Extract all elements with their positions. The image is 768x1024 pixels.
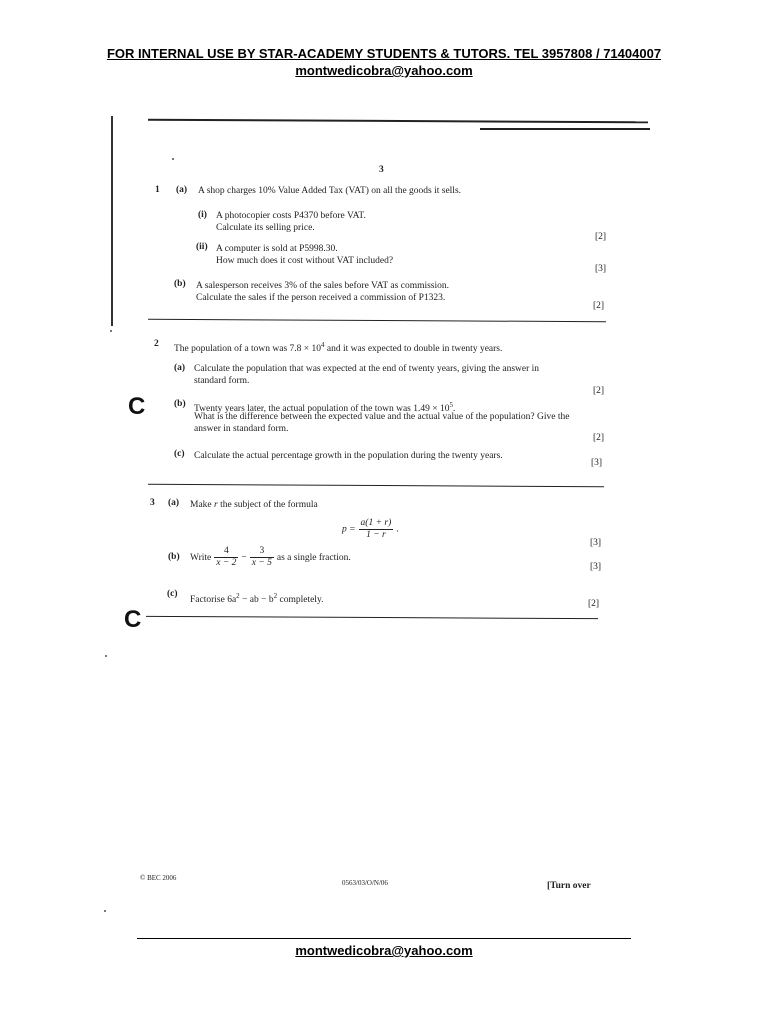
q2b-line3: answer in standard form. — [194, 424, 289, 434]
q2a-line2: standard form. — [194, 376, 250, 386]
q2-divider — [148, 484, 604, 487]
q3a-mark: [3] — [590, 538, 602, 548]
q1ai-line2: Calculate its selling price. — [216, 223, 315, 233]
q2a-mark: [2] — [593, 386, 605, 396]
q2c-text: Calculate the actual percentage growth in the population during the twenty years. — [194, 451, 503, 461]
q1a-label: (a) — [176, 185, 188, 195]
q2b-line1-exp: 5 — [449, 401, 453, 409]
page-number: 3 — [379, 165, 384, 175]
formula-end: . — [396, 524, 399, 535]
q2-intro-exp: 4 — [321, 341, 325, 349]
q2b-mark: [2] — [593, 433, 605, 443]
q1-divider — [148, 319, 606, 322]
q1ai-line1: A photocopier costs P4370 before VAT. — [216, 211, 366, 221]
footer-email: montwedicobra@yahoo.com — [295, 943, 473, 958]
q3c-text — [190, 590, 323, 606]
q3b-frac1-num: 4 — [214, 546, 238, 558]
q3a-text — [190, 499, 318, 511]
q2b-line1-pre: Twenty years later, the actual population of the town was 1.49 × 10 — [194, 404, 450, 415]
q1b-line1: A salesperson receives 3% of the sales before VAT as commission. — [196, 281, 450, 291]
q3c-mid: − ab − b — [239, 595, 274, 606]
q1aii-line2: How much does it cost without VAT included? — [216, 256, 394, 266]
q3c-label: (c) — [167, 589, 178, 599]
top-rule-thick — [480, 128, 650, 130]
scan-dot — [104, 910, 106, 912]
q1b-label: (b) — [174, 279, 186, 289]
scan-dot — [172, 158, 174, 160]
top-rule — [148, 119, 648, 124]
q2a-label: (a) — [174, 363, 186, 373]
bottom-rule — [137, 938, 631, 939]
q2c-label: (c) — [174, 449, 185, 459]
q1aii-line1: A computer is sold at P5998.30. — [216, 244, 338, 254]
margin-mark-c-lower: C — [124, 606, 142, 633]
q3a-post: the subject of the formula — [217, 500, 318, 510]
q1aii-mark: [3] — [595, 264, 607, 274]
q3-divider — [146, 616, 598, 619]
left-margin-line — [111, 116, 113, 326]
q2-intro-post: and it was expected to double in twenty years. — [324, 344, 503, 355]
q3b-minus: − — [241, 553, 247, 563]
q3b-frac1-den: x − 2 — [216, 558, 237, 569]
q3b-fraction-2 — [250, 546, 274, 569]
q3c-sup1: 2 — [236, 592, 240, 600]
q1b-line2: Calculate the sales if the person received a commission of P1323. — [196, 293, 446, 303]
q1b-mark: [2] — [593, 301, 605, 311]
footer-copyright: © BEC 2006 — [140, 874, 177, 882]
q3a-label: (a) — [168, 498, 180, 508]
q2b-line1-post: . — [452, 404, 456, 415]
formula-lhs: p = — [342, 524, 356, 535]
q2b-line2: What is the difference between the expected value and the actual value of the population? Give the — [194, 412, 570, 422]
header-email: montwedicobra@yahoo.com — [295, 63, 473, 78]
formula-fraction — [359, 518, 394, 541]
scan-dot — [105, 655, 107, 657]
q2-intro-pre: The population of a town was 7.8 × 10 — [174, 344, 322, 355]
q3b-fraction-1 — [214, 546, 238, 569]
scan-dot — [110, 330, 112, 332]
q3b-frac2-num: 3 — [250, 546, 274, 558]
q1aii-label: (ii) — [196, 242, 208, 252]
formula-denominator: 1 − r — [366, 530, 386, 540]
q3c-post: completely. — [277, 595, 324, 606]
q3b-label: (b) — [168, 552, 180, 562]
q3-number: 3 — [150, 498, 155, 508]
margin-mark-c-upper: C — [128, 393, 146, 420]
q1a-text: A shop charges 10% Value Added Tax (VAT) on all the goods it sells. — [198, 186, 462, 196]
q3b-frac2-den: x − 5 — [251, 558, 272, 569]
header-notice: FOR INTERNAL USE BY STAR-ACADEMY STUDENTS & TUTORS. TEL 3957808 / 71404007 — [106, 46, 662, 61]
q3b-expression — [190, 546, 351, 570]
formula-numerator: a(1 + r) — [360, 518, 392, 528]
q1ai-label: (i) — [198, 210, 207, 220]
q3a-var: r — [214, 500, 218, 510]
q2-number: 2 — [154, 339, 159, 349]
q2c-mark: [3] — [591, 458, 603, 468]
footer-turn-over: [Turn over — [547, 881, 591, 891]
q2a-line1: Calculate the population that was expected at the end of twenty years, giving the answer in — [194, 364, 540, 374]
q1ai-mark: [2] — [595, 232, 607, 242]
q2b-label: (b) — [174, 399, 186, 409]
q3b-mark: [3] — [590, 562, 602, 572]
q2-intro — [174, 339, 502, 355]
q3c-pre: Factorise 6a — [190, 595, 237, 606]
q3b-write: Write — [190, 553, 212, 563]
q3a-pre: Make — [190, 500, 215, 510]
footer-paper-code: 0563/03/O/N/06 — [342, 879, 388, 887]
q3a-formula — [342, 518, 399, 541]
q3b-tail: as a single fraction. — [276, 553, 351, 563]
q1-number: 1 — [155, 185, 160, 195]
q3c-sup2: 2 — [273, 592, 278, 600]
q3c-mark: [2] — [588, 599, 600, 609]
